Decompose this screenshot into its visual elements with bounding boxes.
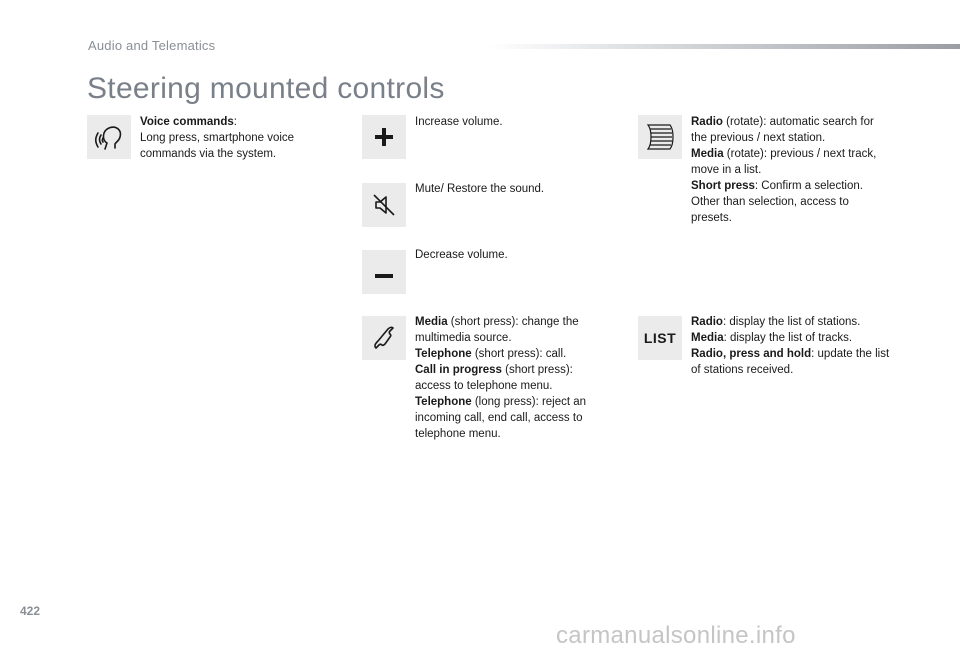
minus-icon <box>362 250 406 294</box>
increase-volume-description <box>415 114 605 130</box>
desc-line: Voice commands: <box>140 116 237 128</box>
list-icon <box>638 316 682 360</box>
watermark: carmanualsonline.info <box>556 622 796 649</box>
thumbwheel-icon <box>638 115 682 159</box>
list-icon-label: LIST <box>643 330 677 346</box>
section-header: Audio and Telematics <box>88 38 216 53</box>
mute-description <box>415 181 605 197</box>
desc-line: Long press, smartphone voice commands via the system. <box>140 132 295 160</box>
desc-line: Call in progress (short press): access to telephone menu. <box>415 364 573 392</box>
desc-line: Increase volume. <box>415 116 503 128</box>
header-rule <box>488 44 960 49</box>
voice-description <box>140 114 320 162</box>
desc-line: Media (rotate): previous / next track, move in a list. <box>691 148 877 176</box>
desc-line: Mute/ Restore the sound. <box>415 183 545 195</box>
plus-icon <box>362 115 406 159</box>
desc-line: Radio, press and hold: update the list of stations received. <box>691 348 890 376</box>
page-number: 422 <box>20 604 41 618</box>
desc-line: Telephone (short press): call. <box>415 348 567 360</box>
mute-icon <box>362 183 406 227</box>
page-title: Steering mounted controls <box>87 72 445 105</box>
decrease-volume-description <box>415 247 605 263</box>
desc-line: Short press: Confirm a selection. Other than selection, access to presets. <box>691 180 863 224</box>
desc-line: Telephone (long press): reject an incoming call, end call, access to telephone menu. <box>415 396 587 440</box>
phone-icon <box>362 316 406 360</box>
desc-line: Decrease volume. <box>415 249 508 261</box>
desc-line: Media: display the list of tracks. <box>691 332 853 344</box>
desc-line: Radio (rotate): automatic search for the previous / next station. <box>691 116 874 144</box>
thumbwheel-description <box>691 114 891 226</box>
desc-line: Media (short press): change the multimedia source. <box>415 316 579 344</box>
desc-line: Radio: display the list of stations. <box>691 316 861 328</box>
voice-icon <box>87 115 131 159</box>
list-description <box>691 314 891 378</box>
phone-description <box>415 314 605 442</box>
